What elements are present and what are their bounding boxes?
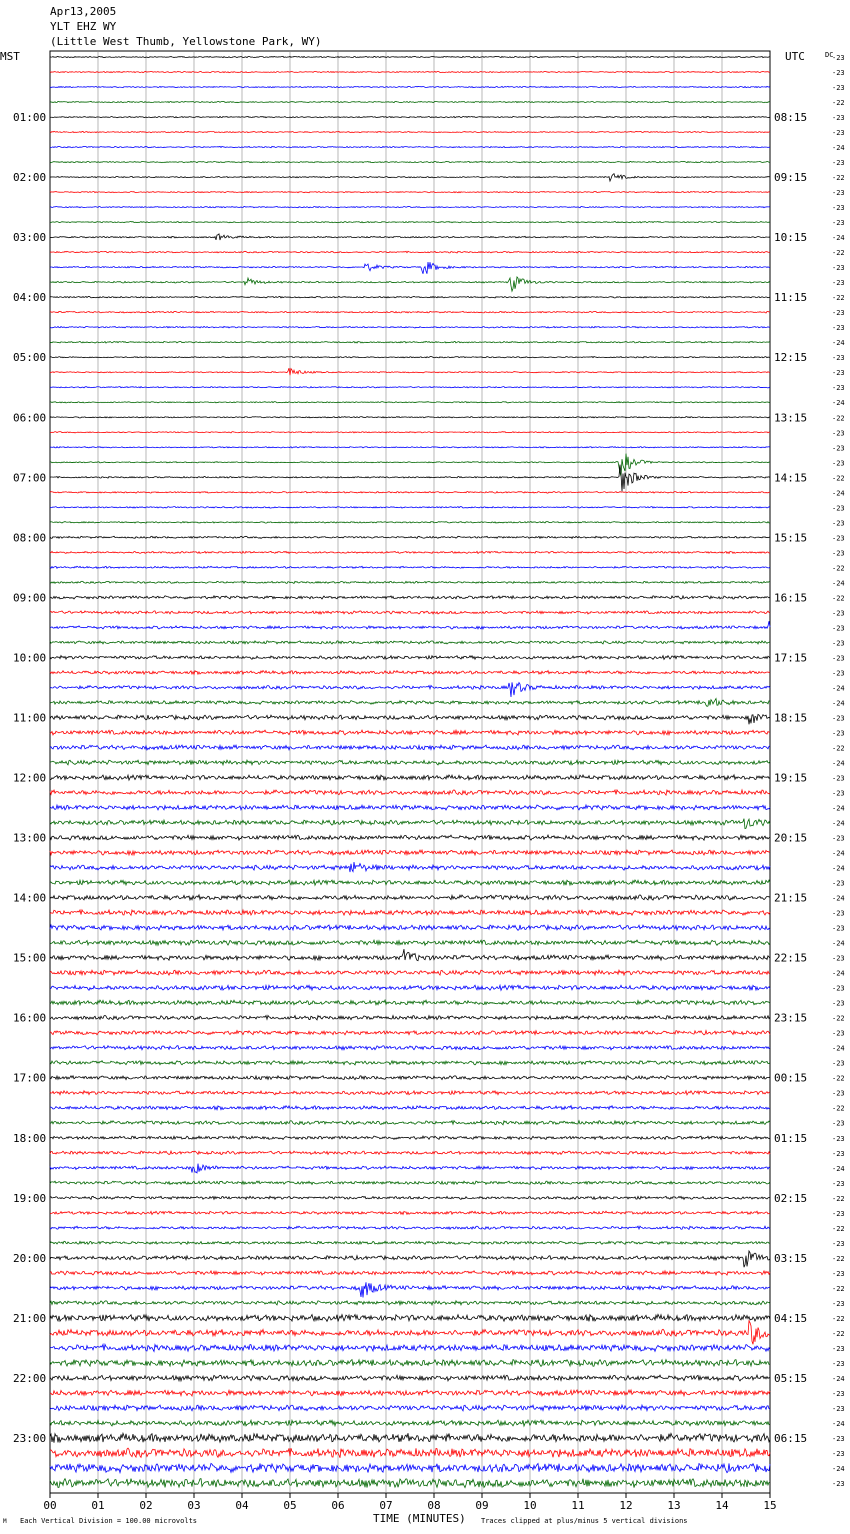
dc-offset-label: -24	[832, 759, 845, 768]
x-tick-label: 12	[619, 1499, 633, 1512]
seismic-trace	[50, 1344, 770, 1351]
dc-offset-label: -23	[832, 519, 845, 528]
dc-offset-label: -23	[832, 549, 845, 558]
seismic-trace	[50, 1015, 770, 1019]
seismic-trace	[50, 447, 770, 448]
dc-offset-label: -23	[832, 1404, 845, 1413]
seismic-trace	[50, 566, 770, 568]
seismic-trace	[50, 1251, 770, 1267]
dc-offset-label: -24	[832, 144, 845, 153]
seismic-trace	[50, 1301, 770, 1305]
seismic-trace	[50, 970, 770, 975]
seismic-trace	[50, 1091, 770, 1095]
seismic-trace	[50, 1479, 770, 1488]
dc-offset-label: -23	[832, 369, 845, 378]
dc-offset-label: -23	[832, 729, 845, 738]
seismic-trace	[50, 368, 770, 375]
hour-label-utc: 17:15	[774, 651, 808, 665]
seismic-trace	[50, 326, 770, 328]
seismic-trace	[50, 641, 770, 644]
x-tick-label: 05	[283, 1499, 297, 1512]
dc-offset-label: -24	[832, 234, 845, 243]
hour-label-mst: 19:00	[13, 1191, 47, 1205]
dc-offset-label: -24	[832, 339, 845, 348]
seismic-trace	[50, 1241, 770, 1244]
x-tick-label: 11	[571, 1499, 585, 1512]
seismic-trace	[50, 714, 770, 724]
seismic-trace	[50, 86, 770, 87]
seismic-trace	[50, 656, 770, 660]
dc-offset-label: -23	[832, 204, 845, 213]
seismic-trace	[50, 775, 770, 780]
seismic-trace	[50, 146, 770, 147]
dc-offset-label: -22	[832, 564, 845, 573]
header-date: Apr13,2005	[50, 5, 117, 18]
seismic-trace	[50, 925, 770, 930]
dc-offset-label: -23	[832, 1434, 845, 1443]
seismic-trace	[50, 341, 770, 343]
dc-offset-label: -23	[832, 954, 845, 963]
dc-offset-label: -23	[832, 1134, 845, 1143]
hour-label-mst: 03:00	[13, 231, 47, 245]
dc-offset-label: -23	[832, 459, 845, 468]
dc-offset-label: -24	[832, 939, 845, 948]
dc-offset-label: -23	[832, 159, 845, 168]
dc-offset-label: -23	[832, 789, 845, 798]
x-tick-label: 13	[667, 1499, 681, 1512]
dc-offset-label: -22	[832, 1314, 845, 1323]
seismic-trace	[50, 402, 770, 403]
dc-offset-label: -22	[832, 1329, 845, 1338]
hour-label-utc: 11:15	[774, 291, 808, 305]
hour-label-mst: 22:00	[13, 1371, 47, 1385]
hour-label-mst: 04:00	[13, 291, 47, 305]
hour-label-utc: 06:15	[774, 1431, 808, 1445]
seismic-trace	[50, 251, 770, 253]
hour-label-mst: 01:00	[13, 111, 47, 125]
seismic-trace	[50, 1360, 770, 1367]
scale-note: Each Vertical Division = 100.00 microvolts	[20, 1517, 198, 1525]
seismic-trace	[50, 191, 770, 192]
seismic-trace	[50, 1046, 770, 1050]
seismic-trace	[50, 1196, 770, 1199]
dc-offset-label: -23	[832, 444, 845, 453]
hour-label-utc: 10:15	[774, 231, 808, 245]
seismic-trace	[50, 464, 770, 491]
seismic-trace	[50, 536, 770, 538]
dc-offset-label: -24	[832, 969, 845, 978]
hour-label-utc: 01:15	[774, 1131, 808, 1145]
seismic-trace	[50, 835, 770, 840]
seismic-trace	[50, 1375, 770, 1381]
dc-offset-label: -23	[832, 1059, 845, 1068]
dc-offset-label: -23	[832, 324, 845, 333]
hour-label-mst: 06:00	[13, 411, 47, 425]
hour-label-utc: 09:15	[774, 171, 808, 185]
dc-offset-label: -24	[832, 1419, 845, 1428]
seismic-trace	[50, 1106, 770, 1110]
dc-offset-label: -22	[832, 744, 845, 753]
dc-offset-label: -24	[832, 849, 845, 858]
seismic-trace	[50, 1463, 770, 1472]
seismic-trace	[50, 1390, 770, 1396]
hour-label-mst: 07:00	[13, 471, 47, 485]
x-tick-label: 03	[187, 1499, 201, 1512]
dc-offset-label: -22	[832, 1074, 845, 1083]
seismic-trace	[50, 221, 770, 222]
dc-offset-label: -23	[832, 1449, 845, 1458]
dc-offset-label: -22	[832, 1014, 845, 1023]
hour-label-mst: 20:00	[13, 1251, 47, 1265]
seismic-trace	[50, 682, 770, 697]
dc-offset-label: -23	[832, 384, 845, 393]
dc-offset-label: -23	[832, 1299, 845, 1308]
hour-label-utc: 18:15	[774, 711, 808, 725]
dc-offset-label: -23	[832, 84, 845, 93]
dc-offset-label: -24	[832, 699, 845, 708]
x-tick-label: 02	[139, 1499, 153, 1512]
seismic-trace	[50, 174, 770, 181]
seismic-trace	[50, 161, 770, 162]
seismic-trace	[50, 1151, 770, 1154]
hour-label-utc: 16:15	[774, 591, 808, 605]
header-station: YLT EHZ WY	[50, 20, 117, 33]
hour-label-utc: 15:15	[774, 531, 808, 545]
seismic-trace	[50, 790, 770, 795]
dc-offset-label: -23	[832, 429, 845, 438]
dc-offset-label: -24	[832, 1374, 845, 1383]
dc-offset-label: -23	[832, 1209, 845, 1218]
seismic-trace	[50, 1448, 770, 1458]
dc-offset-label: -23	[832, 129, 845, 138]
seismic-trace	[50, 850, 770, 855]
dc-offset-label: -22	[832, 1224, 845, 1233]
seismic-trace	[50, 745, 770, 750]
seismic-trace	[50, 277, 770, 291]
seismic-trace	[50, 621, 770, 629]
dc-offset-label: -22	[832, 594, 845, 603]
dc-offset-label: -22	[832, 414, 845, 423]
seismic-trace	[50, 311, 770, 313]
seismic-trace	[50, 71, 770, 72]
dc-offset-label: -22	[832, 294, 845, 303]
dc-offset-label: -23	[832, 279, 845, 288]
dc-offset-label: -23	[832, 1239, 845, 1248]
dc-offset-label: -23	[832, 54, 845, 62]
dc-offset-label: -23	[832, 1359, 845, 1368]
dc-offset-label: -23	[832, 1089, 845, 1098]
trace-layer	[50, 56, 770, 1487]
hour-label-utc: 13:15	[774, 411, 808, 425]
seismic-trace	[50, 206, 770, 207]
dc-offset-label: -23	[832, 1480, 845, 1488]
dc-offset-label: -24	[832, 1464, 845, 1473]
dc-offset-label: -22	[832, 249, 845, 258]
hour-label-mst: 08:00	[13, 531, 47, 545]
dc-offset-label: -23	[832, 1269, 845, 1278]
dc-offset-label: -23	[832, 504, 845, 513]
hour-label-utc: 23:15	[774, 1011, 808, 1025]
seismic-trace	[50, 234, 770, 240]
corner-mark: M	[3, 1518, 7, 1525]
seismic-trace	[50, 1061, 770, 1065]
x-tick-label: 04	[235, 1499, 249, 1512]
dc-offset-label: -23	[832, 1119, 845, 1128]
seismic-trace	[50, 116, 770, 117]
seismic-trace	[50, 1314, 770, 1321]
seismic-trace	[50, 1420, 770, 1426]
seismic-trace	[50, 1271, 770, 1275]
seismic-trace	[50, 805, 770, 810]
hour-label-mst: 14:00	[13, 891, 47, 905]
seismic-trace	[50, 862, 770, 872]
dc-offset-label: -23	[832, 1389, 845, 1398]
dc-offset-label: -24	[832, 489, 845, 498]
dc-offset-label: -22	[832, 1104, 845, 1113]
dc-offset-label: -22	[832, 174, 845, 183]
dc-offset-label: -23	[832, 264, 845, 273]
dc-offset-label: -23	[832, 1029, 845, 1038]
dc-offset-label: -23	[832, 114, 845, 123]
seismic-trace	[50, 1000, 770, 1005]
hour-label-mst: 17:00	[13, 1071, 47, 1085]
seismic-trace	[50, 581, 770, 583]
dc-offset-label: -23	[832, 834, 845, 843]
hour-label-mst: 16:00	[13, 1011, 47, 1025]
hour-label-mst: 10:00	[13, 651, 47, 665]
seismic-trace	[50, 1211, 770, 1214]
dc-offset-label: -24	[832, 684, 845, 693]
dc-offset-label: -24	[832, 804, 845, 813]
dc-offset-label: -23	[832, 909, 845, 918]
hour-label-mst: 21:00	[13, 1311, 47, 1325]
seismic-trace	[50, 262, 770, 274]
dc-offset-label: -23	[832, 654, 845, 663]
x-tick-label: 09	[475, 1499, 489, 1512]
seismic-trace	[50, 1321, 770, 1345]
seismic-trace	[50, 1226, 770, 1229]
seismic-trace	[50, 910, 770, 915]
hour-label-utc: 19:15	[774, 771, 808, 785]
dc-offset-label: -23	[832, 189, 845, 198]
dc-offset-label: -23	[832, 534, 845, 543]
hour-label-utc: 05:15	[774, 1371, 808, 1385]
seismic-trace	[50, 699, 770, 707]
x-tick-label: 15	[763, 1499, 777, 1512]
seismic-trace	[50, 492, 770, 494]
hour-label-utc: 03:15	[774, 1251, 808, 1265]
dc-offset-label: -23	[832, 624, 845, 633]
seismic-trace	[50, 357, 770, 358]
hour-label-mst: 05:00	[13, 351, 47, 365]
dc-offset-label: -23	[832, 354, 845, 363]
seismic-trace	[50, 387, 770, 388]
dc-offset-label: -23	[832, 1179, 845, 1188]
seismic-trace	[50, 1181, 770, 1184]
x-tick-label: 01	[91, 1499, 105, 1512]
x-axis-title: TIME (MINUTES)	[373, 1512, 466, 1525]
hour-label-utc: 14:15	[774, 471, 808, 485]
dc-offset-label: -22	[832, 99, 845, 108]
seismic-trace	[50, 1405, 770, 1411]
seismic-trace	[50, 760, 770, 765]
hour-label-utc: 22:15	[774, 951, 808, 965]
hour-label-utc: 20:15	[774, 831, 808, 845]
dc-offset-label: -23	[832, 879, 845, 888]
dc-offset-label: -23	[832, 219, 845, 228]
dc-offset-label: -23	[832, 639, 845, 648]
dc-offset-label: -24	[832, 1164, 845, 1173]
seismic-trace	[50, 671, 770, 675]
dc-offset-label: -22	[832, 1284, 845, 1293]
seismic-trace	[50, 1164, 770, 1173]
x-tick-label: 06	[331, 1499, 345, 1512]
seismic-trace	[50, 522, 770, 524]
seismic-trace	[50, 819, 770, 829]
x-tick-label: 00	[43, 1499, 57, 1512]
dc-offset-label: -23	[832, 774, 845, 783]
hour-label-utc: 12:15	[774, 351, 808, 365]
seismic-trace	[50, 985, 770, 990]
seismic-trace	[50, 880, 770, 885]
right-axis-title: UTC	[785, 50, 805, 63]
dc-offset-label: -23	[832, 714, 845, 723]
hour-label-mst: 11:00	[13, 711, 47, 725]
hour-label-mst: 23:00	[13, 1431, 47, 1445]
dc-offset-label: -23	[832, 1149, 845, 1158]
dc-offset-label: -22	[832, 1254, 845, 1263]
x-tick-label: 07	[379, 1499, 393, 1512]
hour-label-utc: 04:15	[774, 1311, 808, 1325]
dc-offset-label: -22	[832, 474, 845, 483]
dc-offset-label: -24	[832, 864, 845, 873]
dc-column-title: DC	[825, 51, 834, 59]
seismic-trace	[50, 895, 770, 900]
dc-offset-label: -24	[832, 399, 845, 408]
seismic-trace	[50, 1136, 770, 1139]
seismic-trace	[50, 940, 770, 945]
header-location: (Little West Thumb, Yellowstone Park, WY)	[50, 35, 322, 48]
hour-label-utc: 21:15	[774, 891, 808, 905]
seismic-trace	[50, 432, 770, 433]
dc-offset-label: -23	[832, 309, 845, 318]
seismic-trace	[50, 949, 770, 961]
hour-label-utc: 02:15	[774, 1191, 808, 1205]
seismic-trace	[50, 551, 770, 553]
dc-offset-label: -24	[832, 579, 845, 588]
seismic-trace	[50, 101, 770, 102]
x-tick-label: 08	[427, 1499, 441, 1512]
hour-label-utc: 00:15	[774, 1071, 808, 1085]
dc-offset-label: -23	[832, 984, 845, 993]
dc-offset-label: -23	[832, 609, 845, 618]
seismic-trace	[50, 507, 770, 509]
hour-label-mst: 18:00	[13, 1131, 47, 1145]
seismic-trace	[50, 1282, 770, 1297]
seismic-trace	[50, 596, 770, 599]
x-tick-label: 14	[715, 1499, 729, 1512]
hour-label-mst: 12:00	[13, 771, 47, 785]
seismic-trace	[50, 1076, 770, 1080]
hour-label-mst: 13:00	[13, 831, 47, 845]
seismic-trace	[50, 296, 770, 298]
clip-note: Traces clipped at plus/minus 5 vertical divisions	[481, 1517, 688, 1525]
hour-label-mst: 15:00	[13, 951, 47, 965]
seismic-trace	[50, 417, 770, 418]
dc-offset-label: -23	[832, 69, 845, 78]
dc-offset-label: -23	[832, 1344, 845, 1353]
seismic-trace	[50, 1121, 770, 1125]
dc-offset-label: -24	[832, 1044, 845, 1053]
dc-offset-label: -23	[832, 924, 845, 933]
hour-label-utc: 08:15	[774, 111, 808, 125]
seismic-trace	[50, 730, 770, 735]
dc-offset-label: -22	[832, 1194, 845, 1203]
seismic-trace	[50, 611, 770, 614]
seismic-trace	[50, 131, 770, 132]
seismic-trace	[50, 1433, 770, 1442]
seismic-trace	[50, 56, 770, 57]
left-axis-title: MST	[0, 50, 20, 63]
x-tick-label: 10	[523, 1499, 537, 1512]
dc-offset-label: -24	[832, 894, 845, 903]
dc-offset-label: -23	[832, 999, 845, 1008]
hour-label-mst: 09:00	[13, 591, 47, 605]
seismic-trace	[50, 454, 770, 477]
hour-label-mst: 02:00	[13, 171, 47, 185]
seismic-trace	[50, 1031, 770, 1035]
dc-offset-label: -23	[832, 669, 845, 678]
dc-offset-label: -24	[832, 819, 845, 828]
